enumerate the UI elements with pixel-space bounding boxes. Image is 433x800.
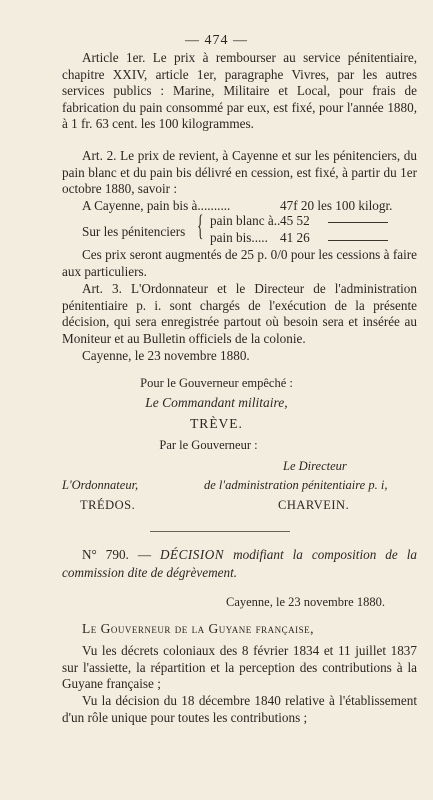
page-number: — 474 — [185,33,248,48]
ordonnateur-title: L'Ordonnateur, [62,478,139,492]
penitenciers-label: Sur les pénitenciers [82,224,186,239]
signature-tredos: TRÉDOS. [80,498,136,512]
bis-rule [328,240,388,241]
pain-blanc-label: pain blanc à.. [210,213,281,228]
pour-gouverneur: Pour le Gouverneur empêché : [140,376,293,390]
decision-date: Cayenne, le 23 novembre 1880. [226,595,385,609]
pain-blanc-price: 45 52 [280,213,310,228]
decision-title-caps: DÉCISION [160,547,225,562]
vu-decrets-paragraph: Vu les décrets coloniaux des 8 février 1834 et 11 juillet 1837 sur l'assiette, la répartition et la perception des contributions à la Guyane française ; [62,643,417,691]
date-line: Cayenne, le 23 novembre 1880. [82,348,250,363]
cayenne-price-label: A Cayenne, pain bis à.......... [82,198,231,213]
par-gouverneur: Par le Gouverneur : [159,438,258,452]
decision-title: modifiant la composition de la commission dite de dégrèvement. [62,547,417,580]
commandant-militaire: Le Commandant militaire, [145,395,288,410]
article-1-paragraph: Article 1er. Le prix à rembourser au service pénitentiaire, chapitre XXIV, article 1er, paragraphe Vivres, par les autres services publics : Marine, Militaire et Local, pour frais de fabrication du pain consommé par eux, est fixé, pour l'année 1880, à 1 fr. 63 cent. les 100 kilogrammes. [62,50,417,131]
increase-paragraph: Ces prix seront augmentés de 25 p. 0/0 pour les cessions à faire aux particuliers. [62,247,417,279]
article-2-paragraph: Art. 2. Le prix de revient, à Cayenne et sur les pénitenciers, du pain blanc et du pain bis délivré en cession, est fixé, à partir du 1er octobre 1880, savoir : [62,148,417,196]
directeur-subtitle: de l'administration pénitentiaire p. i, [204,478,388,492]
article-3-paragraph: Art. 3. L'Ordonnateur et le Directeur de l'administration pénitentiaire p. i. sont chargés de l'exécution de la présente décision, qui sera enregistrée partout où besoin sera et insérée au Moniteur et au Bulletin officiels de la colonie. [62,281,417,346]
cayenne-price-value: 47f 20 les 100 kilogr. [280,198,393,213]
signature-charvein: CHARVEIN. [278,498,350,512]
decision-heading [62,546,417,582]
governor-line: Le Gouverneur de la Guyane française, [82,621,314,636]
decision-number: N° 790. — [82,547,152,562]
directeur-title: Le Directeur [283,459,347,473]
blanc-rule [328,222,388,223]
pain-bis-label: pain bis..... [210,230,268,245]
pain-bis-price: 41 26 [280,230,310,245]
signature-treve: TRÈVE. [190,416,243,431]
brace-icon: { [197,209,204,242]
section-divider [150,531,290,532]
vu-decision-paragraph: Vu la décision du 18 décembre 1840 relative à l'établissement d'un rôle unique pour toutes les contributions ; [62,693,417,725]
